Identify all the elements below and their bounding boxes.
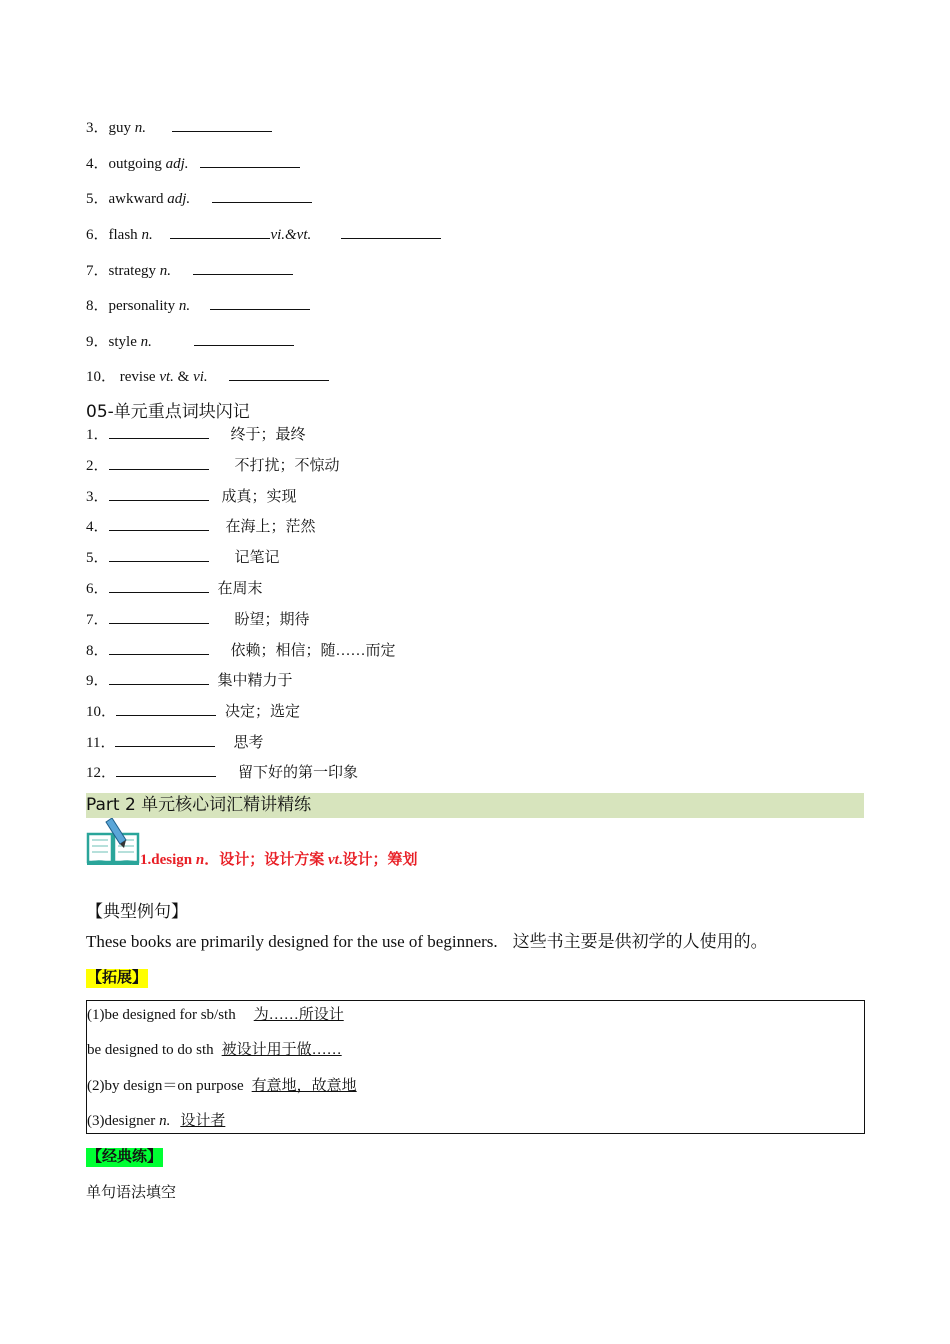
- part-of-speech: adj.: [167, 191, 191, 207]
- phrase-meaning: 集中精力于: [217, 673, 293, 689]
- example-label: 【典型例句】: [86, 902, 188, 921]
- book-pencil-icon: [86, 818, 142, 866]
- answer-blank[interactable]: [109, 424, 209, 439]
- phrase-meaning: 在海上；茫然: [225, 519, 316, 535]
- item-number: 7．: [86, 612, 109, 628]
- phrase-meaning: 依赖；相信；随……而定: [230, 643, 396, 659]
- part2-header-band: [86, 793, 864, 818]
- extension-meaning: 为……所设计: [253, 1007, 344, 1023]
- phrase-item-2: [86, 455, 340, 476]
- vocab-word: outgoing: [108, 156, 162, 172]
- answer-blank[interactable]: [109, 547, 209, 562]
- item-number: 3．: [86, 489, 109, 505]
- answer-blank[interactable]: [194, 331, 294, 346]
- item-number: 1．: [86, 427, 109, 443]
- phrase-meaning: 不打扰；不惊动: [234, 458, 340, 474]
- vocab-item-10: [86, 366, 329, 387]
- phrase-meaning: 记笔记: [234, 550, 280, 566]
- part-of-speech: adj.: [165, 156, 189, 172]
- extension-item: [87, 1076, 357, 1096]
- item-number: 10．: [86, 369, 117, 385]
- item-number: 9．: [86, 334, 109, 350]
- vocab-item-7: [86, 260, 293, 281]
- item-number: 2．: [86, 458, 109, 474]
- answer-blank[interactable]: [193, 260, 293, 275]
- vocab-word: style: [108, 334, 137, 350]
- part-of-speech: n.: [178, 298, 191, 314]
- headword-meaning-1: ．设计；设计方案: [204, 852, 328, 868]
- vocab-item-9: [86, 331, 294, 352]
- phrase-meaning: 决定；选定: [225, 704, 301, 720]
- headword-pos-1: n: [195, 852, 205, 868]
- ampersand: &: [173, 369, 194, 385]
- part-of-speech: n.: [134, 120, 147, 136]
- example-sentence: [86, 931, 768, 953]
- phrase-meaning: 成真；实现: [221, 489, 297, 505]
- item-number: 9．: [86, 673, 109, 689]
- vocab-item-5: [86, 188, 312, 209]
- extension-phrase: (3)designer: [87, 1113, 160, 1129]
- headword-pos-2: vt: [327, 852, 339, 868]
- part-of-speech-2: vi.&vt.: [270, 227, 312, 243]
- practice-title: 单句语法填空: [86, 1185, 177, 1201]
- answer-blank[interactable]: [212, 188, 312, 203]
- vocab-item-8: [86, 295, 310, 316]
- answer-blank[interactable]: [229, 366, 329, 381]
- practice-label: 【经典练】: [87, 1149, 163, 1165]
- answer-blank[interactable]: [116, 701, 216, 716]
- extension-item: [87, 1111, 225, 1131]
- item-number: 10．: [86, 704, 117, 720]
- answer-blank[interactable]: [109, 516, 209, 531]
- extension-label: 【拓展】: [87, 970, 148, 986]
- answer-blank[interactable]: [109, 670, 209, 685]
- vocab-item-3: [86, 117, 272, 138]
- phrase-meaning: 留下好的第一印象: [238, 765, 359, 781]
- extension-item: [87, 1040, 342, 1060]
- phrase-item-3: [86, 486, 297, 507]
- vocab-item-6: [86, 224, 441, 245]
- phrase-item-6: [86, 578, 263, 599]
- phrase-item-7: [86, 609, 310, 630]
- item-number: 6．: [86, 581, 109, 597]
- item-number: 5．: [86, 191, 109, 207]
- phrase-meaning: 在周末: [217, 581, 263, 597]
- answer-blank[interactable]: [109, 578, 209, 593]
- part2-title: Part 2 单元核心词汇精讲精练: [86, 795, 312, 815]
- vocab-word: personality: [108, 298, 176, 314]
- part-of-speech-2: vi.: [193, 369, 208, 385]
- extension-phrase: be designed to do sth: [87, 1042, 214, 1058]
- vocab-word: revise: [119, 369, 156, 385]
- phrase-item-9: [86, 670, 293, 691]
- vocab-word: flash: [108, 227, 138, 243]
- answer-blank-2[interactable]: [341, 224, 441, 239]
- item-number: 3．: [86, 120, 109, 136]
- answer-blank[interactable]: [172, 117, 272, 132]
- extension-pos: n.: [159, 1113, 171, 1129]
- item-number: 4．: [86, 156, 109, 172]
- answer-blank[interactable]: [109, 486, 209, 501]
- item-number: 6．: [86, 227, 109, 243]
- headword-meaning-2: .设计；筹划: [338, 852, 418, 868]
- item-number: 11．: [86, 735, 116, 751]
- extension-item: [87, 1005, 344, 1025]
- item-number: 7．: [86, 263, 109, 279]
- extension-meaning: 被设计用于做……: [221, 1042, 342, 1058]
- item-number: 4．: [86, 519, 109, 535]
- answer-blank[interactable]: [200, 153, 300, 168]
- phrase-item-1: [86, 424, 306, 445]
- item-number: 5．: [86, 550, 109, 566]
- vocab-item-4: [86, 153, 300, 174]
- vocab-word: awkward: [108, 191, 164, 207]
- extension-meaning: 有意地，故意地: [251, 1078, 357, 1094]
- example-chinese: 这些书主要是供初学的人使用的。: [512, 932, 768, 951]
- phrase-item-4: [86, 516, 316, 537]
- part-of-speech: n.: [159, 263, 171, 279]
- vocab-word: strategy: [108, 263, 156, 279]
- phrase-item-10: [86, 701, 300, 722]
- phrase-meaning: 盼望；期待: [234, 612, 310, 628]
- extension-box: [86, 1000, 865, 1134]
- extension-phrase: (2)by design＝on purpose: [87, 1078, 244, 1094]
- extension-meaning: 设计者: [180, 1113, 226, 1129]
- word-entry-title: [140, 848, 418, 869]
- phrase-item-12: [86, 762, 358, 783]
- word-entry-header: [86, 818, 586, 866]
- headword: 1.design: [140, 852, 196, 868]
- vocab-word: guy: [108, 120, 132, 136]
- answer-blank[interactable]: [109, 640, 209, 655]
- answer-blank[interactable]: [210, 295, 310, 310]
- part-of-speech: vt.: [159, 369, 174, 385]
- part-of-speech: n.: [141, 227, 153, 243]
- phrase-item-5: [86, 547, 280, 568]
- example-english: These books are primarily designed for the use of beginners.: [86, 932, 498, 951]
- answer-blank[interactable]: [109, 455, 209, 470]
- phrase-meaning: 思考: [233, 735, 264, 751]
- item-number: 8．: [86, 643, 109, 659]
- extension-phrase: (1)be designed for sb/sth: [87, 1007, 236, 1023]
- section-05-title: 05-单元重点词块闪记: [86, 402, 250, 422]
- phrase-item-8: [86, 640, 396, 661]
- part-of-speech: n.: [140, 334, 152, 350]
- item-number: 8．: [86, 298, 109, 314]
- phrase-meaning: 终于；最终: [230, 427, 306, 443]
- answer-blank[interactable]: [115, 732, 215, 747]
- answer-blank[interactable]: [109, 609, 209, 624]
- answer-blank[interactable]: [116, 762, 216, 777]
- phrase-item-11: [86, 732, 263, 753]
- answer-blank[interactable]: [170, 224, 270, 239]
- item-number: 12．: [86, 765, 117, 781]
